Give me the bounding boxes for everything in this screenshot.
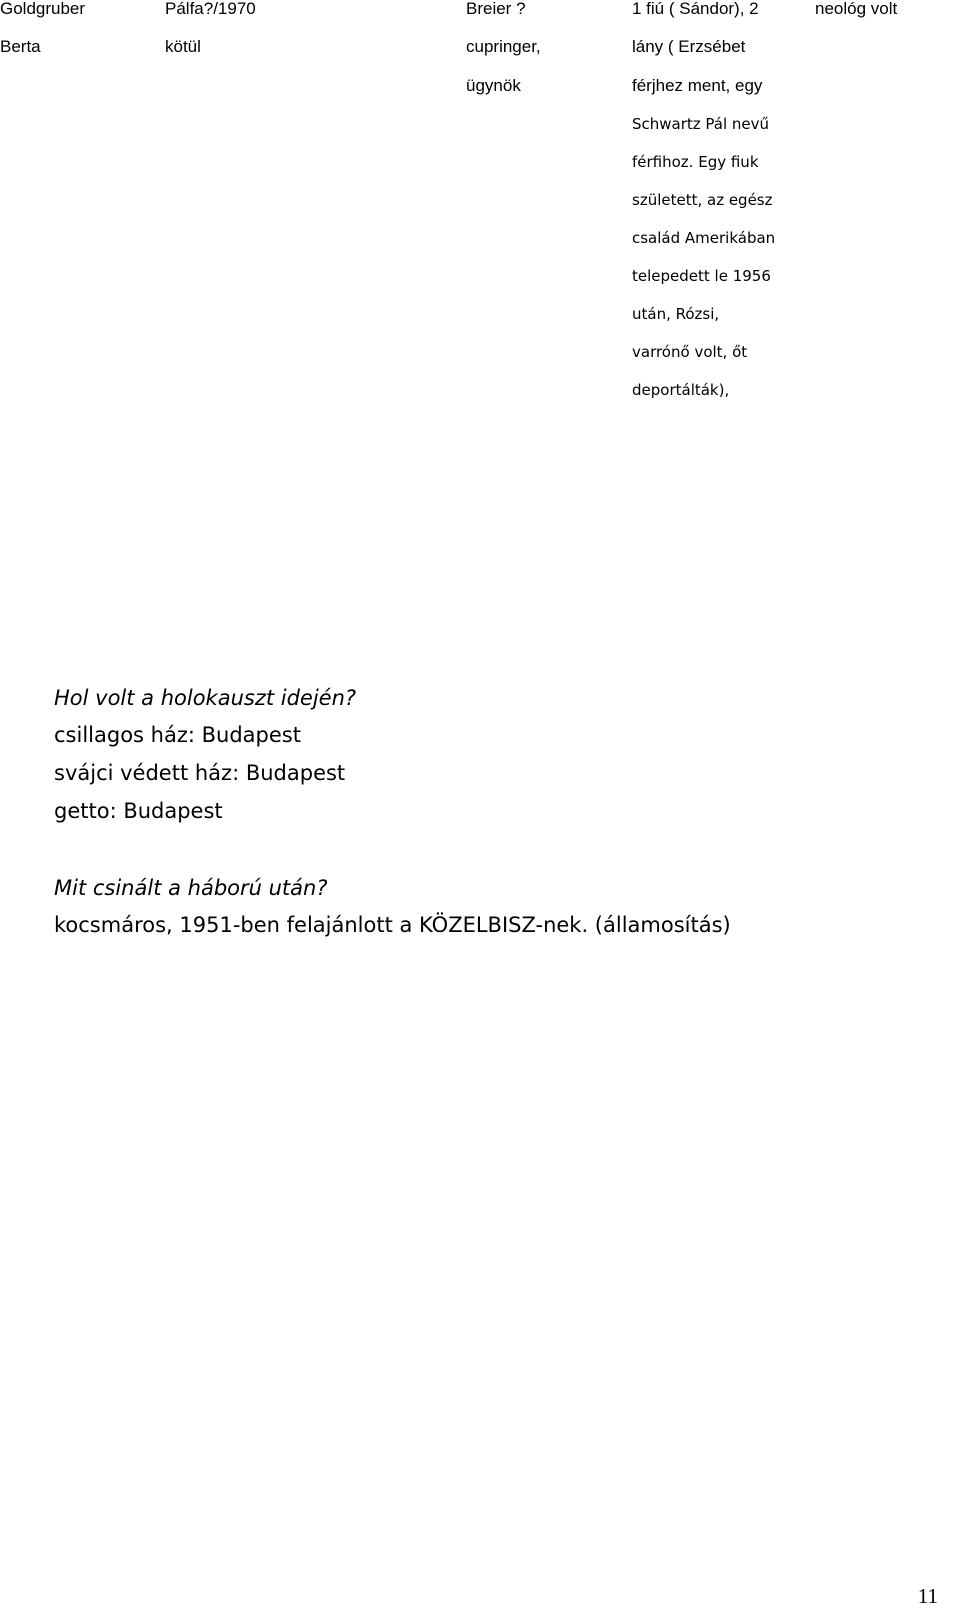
holocaust-answer-1: csillagos ház: Budapest (54, 723, 301, 747)
occupation-line-3: ügynök (466, 76, 521, 95)
children-line-6: család Amerikában (632, 229, 776, 247)
place-year-line-1: Pálfa?/1970 (165, 0, 256, 18)
place-year-line-2: kötül (165, 37, 201, 56)
holocaust-question: Hol volt a holokauszt idején? (54, 686, 357, 710)
children-line-3: Schwartz Pál nevű (632, 115, 770, 133)
children-line-1: lány ( Erzsébet (632, 37, 746, 56)
religion: neológ volt (815, 0, 898, 18)
children-line-10: deportálták), (632, 381, 730, 399)
children-line-9: varrónő volt, őt (632, 343, 748, 361)
surname-line-1: Goldgruber (0, 0, 86, 18)
after-war-answer: kocsmáros, 1951-ben felajánlott a KÖZELBISZ-nek. (államosítás) (54, 913, 731, 937)
page-number: 11 (917, 1584, 938, 1608)
children-line-5: született, az egész (632, 191, 773, 209)
children-head: 1 fiú ( Sándor), 2 (632, 0, 759, 18)
children-line-2: férjhez ment, egy (632, 76, 763, 95)
occupation-line-2: cupringer, (466, 37, 541, 56)
children-line-8: után, Rózsi, (632, 305, 720, 323)
children-line-7: telepedett le 1956 (632, 267, 771, 285)
after-war-question: Mit csinált a háború után? (54, 876, 328, 900)
holocaust-answer-2: svájci védett ház: Budapest (54, 761, 346, 785)
occupation-line-1: Breier ? (466, 0, 526, 18)
children-line-4: férfihoz. Egy fiuk (632, 153, 759, 171)
surname-line-2: Berta (0, 37, 41, 56)
holocaust-answer-3: getto: Budapest (54, 799, 223, 823)
